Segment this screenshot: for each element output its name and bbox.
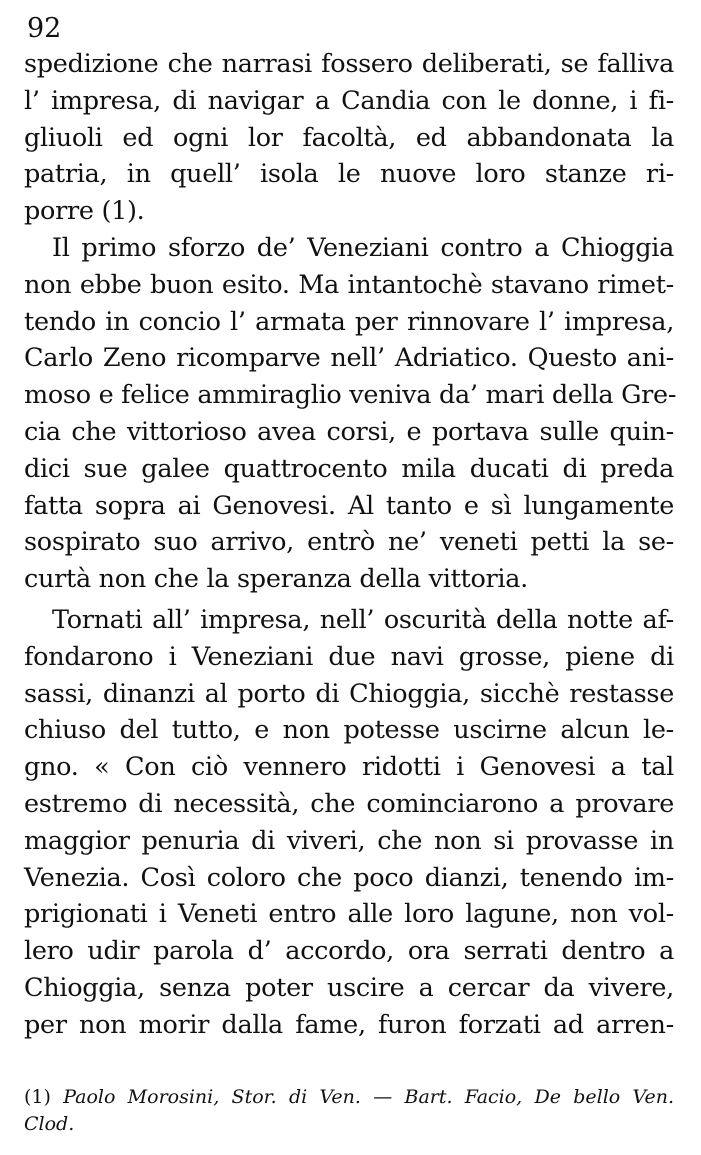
text-line: curtà non che la speranza della vittoria. — [24, 564, 528, 595]
text-line: lero udir parola d’ accordo, ora serrati dentro a — [24, 936, 674, 967]
text-line: patria, in quell’ isola le nuove loro stanze ri- — [24, 159, 674, 190]
text-line: prigionati i Veneti entro alle loro lagune, non vol- — [24, 899, 674, 930]
text-line: dici sue galee quattrocento mila ducati di preda — [24, 453, 674, 484]
text-line: gno. « Con ciò vennero ridotti i Genovesi a tal — [24, 752, 674, 783]
paragraph-1 — [24, 46, 674, 230]
footnote-line-2: Clod. — [24, 1113, 75, 1135]
text-line: Chioggia, senza poter uscire a cercar da vivere, — [24, 972, 674, 1003]
text-line: moso e felice ammiraglio veniva da’ mari della Gre- — [24, 380, 677, 411]
body-text — [24, 46, 677, 1044]
text-line: spedizione che narrasi fossero deliberati, se falliva — [24, 49, 674, 79]
footnote-citation: Paolo Morosini, Stor. di Ven. — Bart. Facio, De bello Ven. — [63, 1086, 674, 1108]
text-line: fatta sopra ai Genovesi. Al tanto e sì lungamente — [24, 490, 674, 521]
footnote-marker: (1) — [24, 1086, 51, 1108]
text-line: non ebbe buon esito. Ma intantochè stavano rimet- — [24, 269, 674, 300]
text-line: Tornati all’ impresa, nell’ oscurità della notte af- — [52, 604, 674, 635]
paragraph-2 — [24, 230, 677, 598]
text-line: cia che vittorioso avea corsi, e portava sulle quin- — [24, 416, 674, 447]
text-line: maggior penuria di viveri, che non si provasse in — [24, 825, 674, 856]
text-line: chiuso del tutto, e non potesse uscirne alcun le- — [24, 715, 674, 746]
footnote — [24, 1084, 674, 1138]
text-line: porre (1). — [24, 196, 145, 227]
text-line: tendo in concio l’ armata per rinnovare l’ impresa, — [24, 306, 674, 337]
paragraph-3 — [24, 602, 674, 1044]
text-line: sassi, dinanzi al porto di Chioggia, sicchè restasse — [24, 678, 674, 709]
text-line: sospirato suo arrivo, entrò ne’ veneti petti la se- — [24, 527, 674, 558]
text-line: fondarono i Veneziani due navi grosse, piene di — [24, 641, 674, 672]
text-line: Venezia. Così coloro che poco dianzi, tenendo im- — [24, 862, 674, 893]
footnote-line-1 — [24, 1084, 674, 1111]
text-line: Carlo Zeno ricomparve nell’ Adriatico. Questo ani- — [24, 343, 674, 374]
page-number: 92 — [27, 13, 62, 44]
text-line: per non morir dalla fame, furon forzati ad arren- — [24, 1009, 674, 1040]
text-line: l’ impresa, di navigar a Candia con le donne, i fi- — [24, 85, 674, 116]
text-line: estremo di necessità, che cominciarono a provare — [24, 788, 674, 819]
text-line: Il primo sforzo de’ Veneziani contro a Chioggia — [52, 232, 674, 263]
text-line: gliuoli ed ogni lor facoltà, ed abbandonata la — [24, 122, 674, 153]
